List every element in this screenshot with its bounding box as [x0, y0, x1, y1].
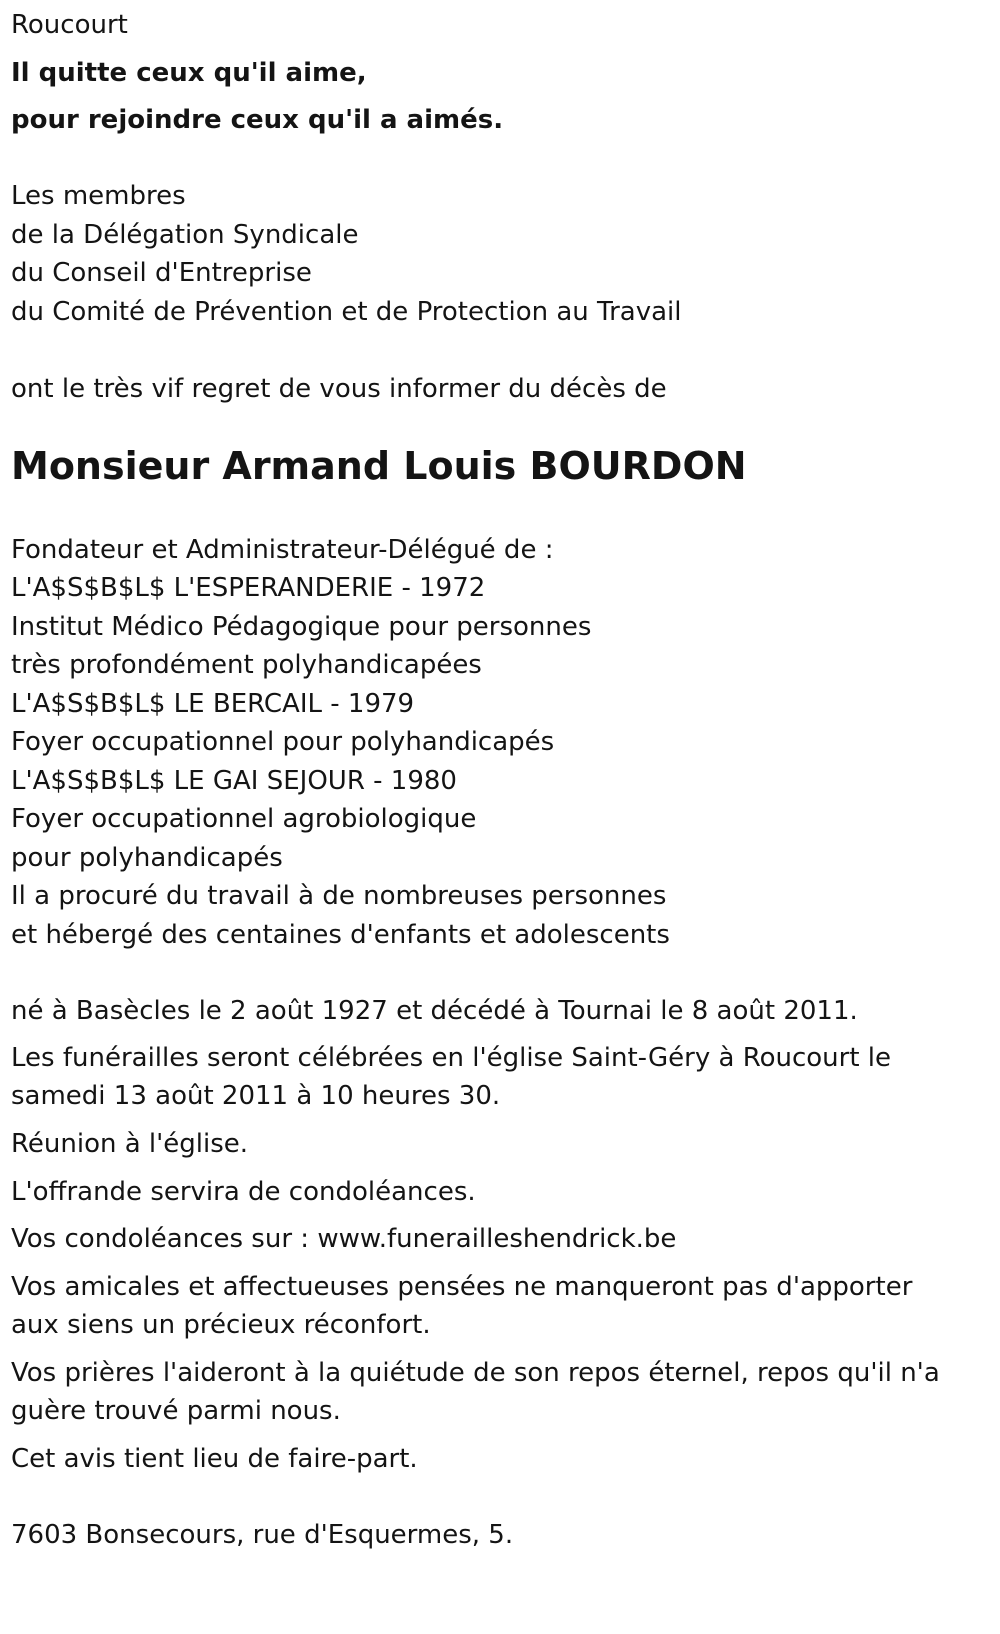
- biography-line: L'A$S$B$L$ L'ESPERANDERIE - 1972: [11, 573, 486, 603]
- sender-line: de la Délégation Syndicale: [11, 220, 359, 250]
- biography-line: Fondateur et Administrateur-Délégué de :: [11, 535, 554, 565]
- biography-line: très profondément polyhandicapées: [11, 650, 482, 680]
- biography-line: Il a procuré du travail à de nombreuses personnes: [11, 881, 667, 911]
- biography-line: et hébergé des centaines d'enfants et adolescents: [11, 920, 670, 950]
- birth-death-line: né à Basècles le 2 août 1927 et décédé à Tournai le 8 août 2011.: [11, 996, 858, 1026]
- announcement: ont le très vif regret de vous informer du décès de: [11, 374, 667, 404]
- biography-line: L'A$S$B$L$ LE BERCAIL - 1979: [11, 689, 415, 719]
- sender-line: du Conseil d'Entreprise: [11, 258, 312, 288]
- funeral-line-1: Les funérailles seront célébrées en l'église Saint-Géry à Roucourt le: [11, 1043, 892, 1073]
- meeting-line: Réunion à l'église.: [11, 1129, 249, 1159]
- biography-line: L'A$S$B$L$ LE GAI SEJOUR - 1980: [11, 766, 457, 796]
- address: 7603 Bonsecours, rue d'Esquermes, 5.: [11, 1520, 514, 1550]
- thoughts-line-2: aux siens un précieux réconfort.: [11, 1310, 431, 1340]
- biography-line: pour polyhandicapés: [11, 843, 283, 873]
- condolences-online-line: Vos condoléances sur : www.funerailleshendrick.be: [11, 1224, 677, 1254]
- prayers-line-2: guère trouvé parmi nous.: [11, 1396, 341, 1426]
- notice-line: Cet avis tient lieu de faire-part.: [11, 1444, 418, 1474]
- biography-line: Foyer occupationnel agrobiologique: [11, 804, 477, 834]
- town-name: Roucourt: [11, 10, 128, 40]
- deceased-name: Monsieur Armand Louis BOURDON: [11, 444, 747, 488]
- sender-line: du Comité de Prévention et de Protection au Travail: [11, 297, 682, 327]
- sender-line: Les membres: [11, 181, 186, 211]
- funeral-line-2: samedi 13 août 2011 à 10 heures 30.: [11, 1081, 501, 1111]
- offering-line: L'offrande servira de condoléances.: [11, 1177, 476, 1207]
- prayers-line-1: Vos prières l'aideront à la quiétude de son repos éternel, repos qu'il n'a: [11, 1358, 940, 1388]
- biography-line: Foyer occupationnel pour polyhandicapés: [11, 727, 555, 757]
- thoughts-line-1: Vos amicales et affectueuses pensées ne manqueront pas d'apporter: [11, 1272, 913, 1302]
- quote-line-2: pour rejoindre ceux qu'il a aimés.: [11, 105, 504, 135]
- quote-line-1: Il quitte ceux qu'il aime,: [11, 58, 367, 88]
- biography-line: Institut Médico Pédagogique pour personnes: [11, 612, 592, 642]
